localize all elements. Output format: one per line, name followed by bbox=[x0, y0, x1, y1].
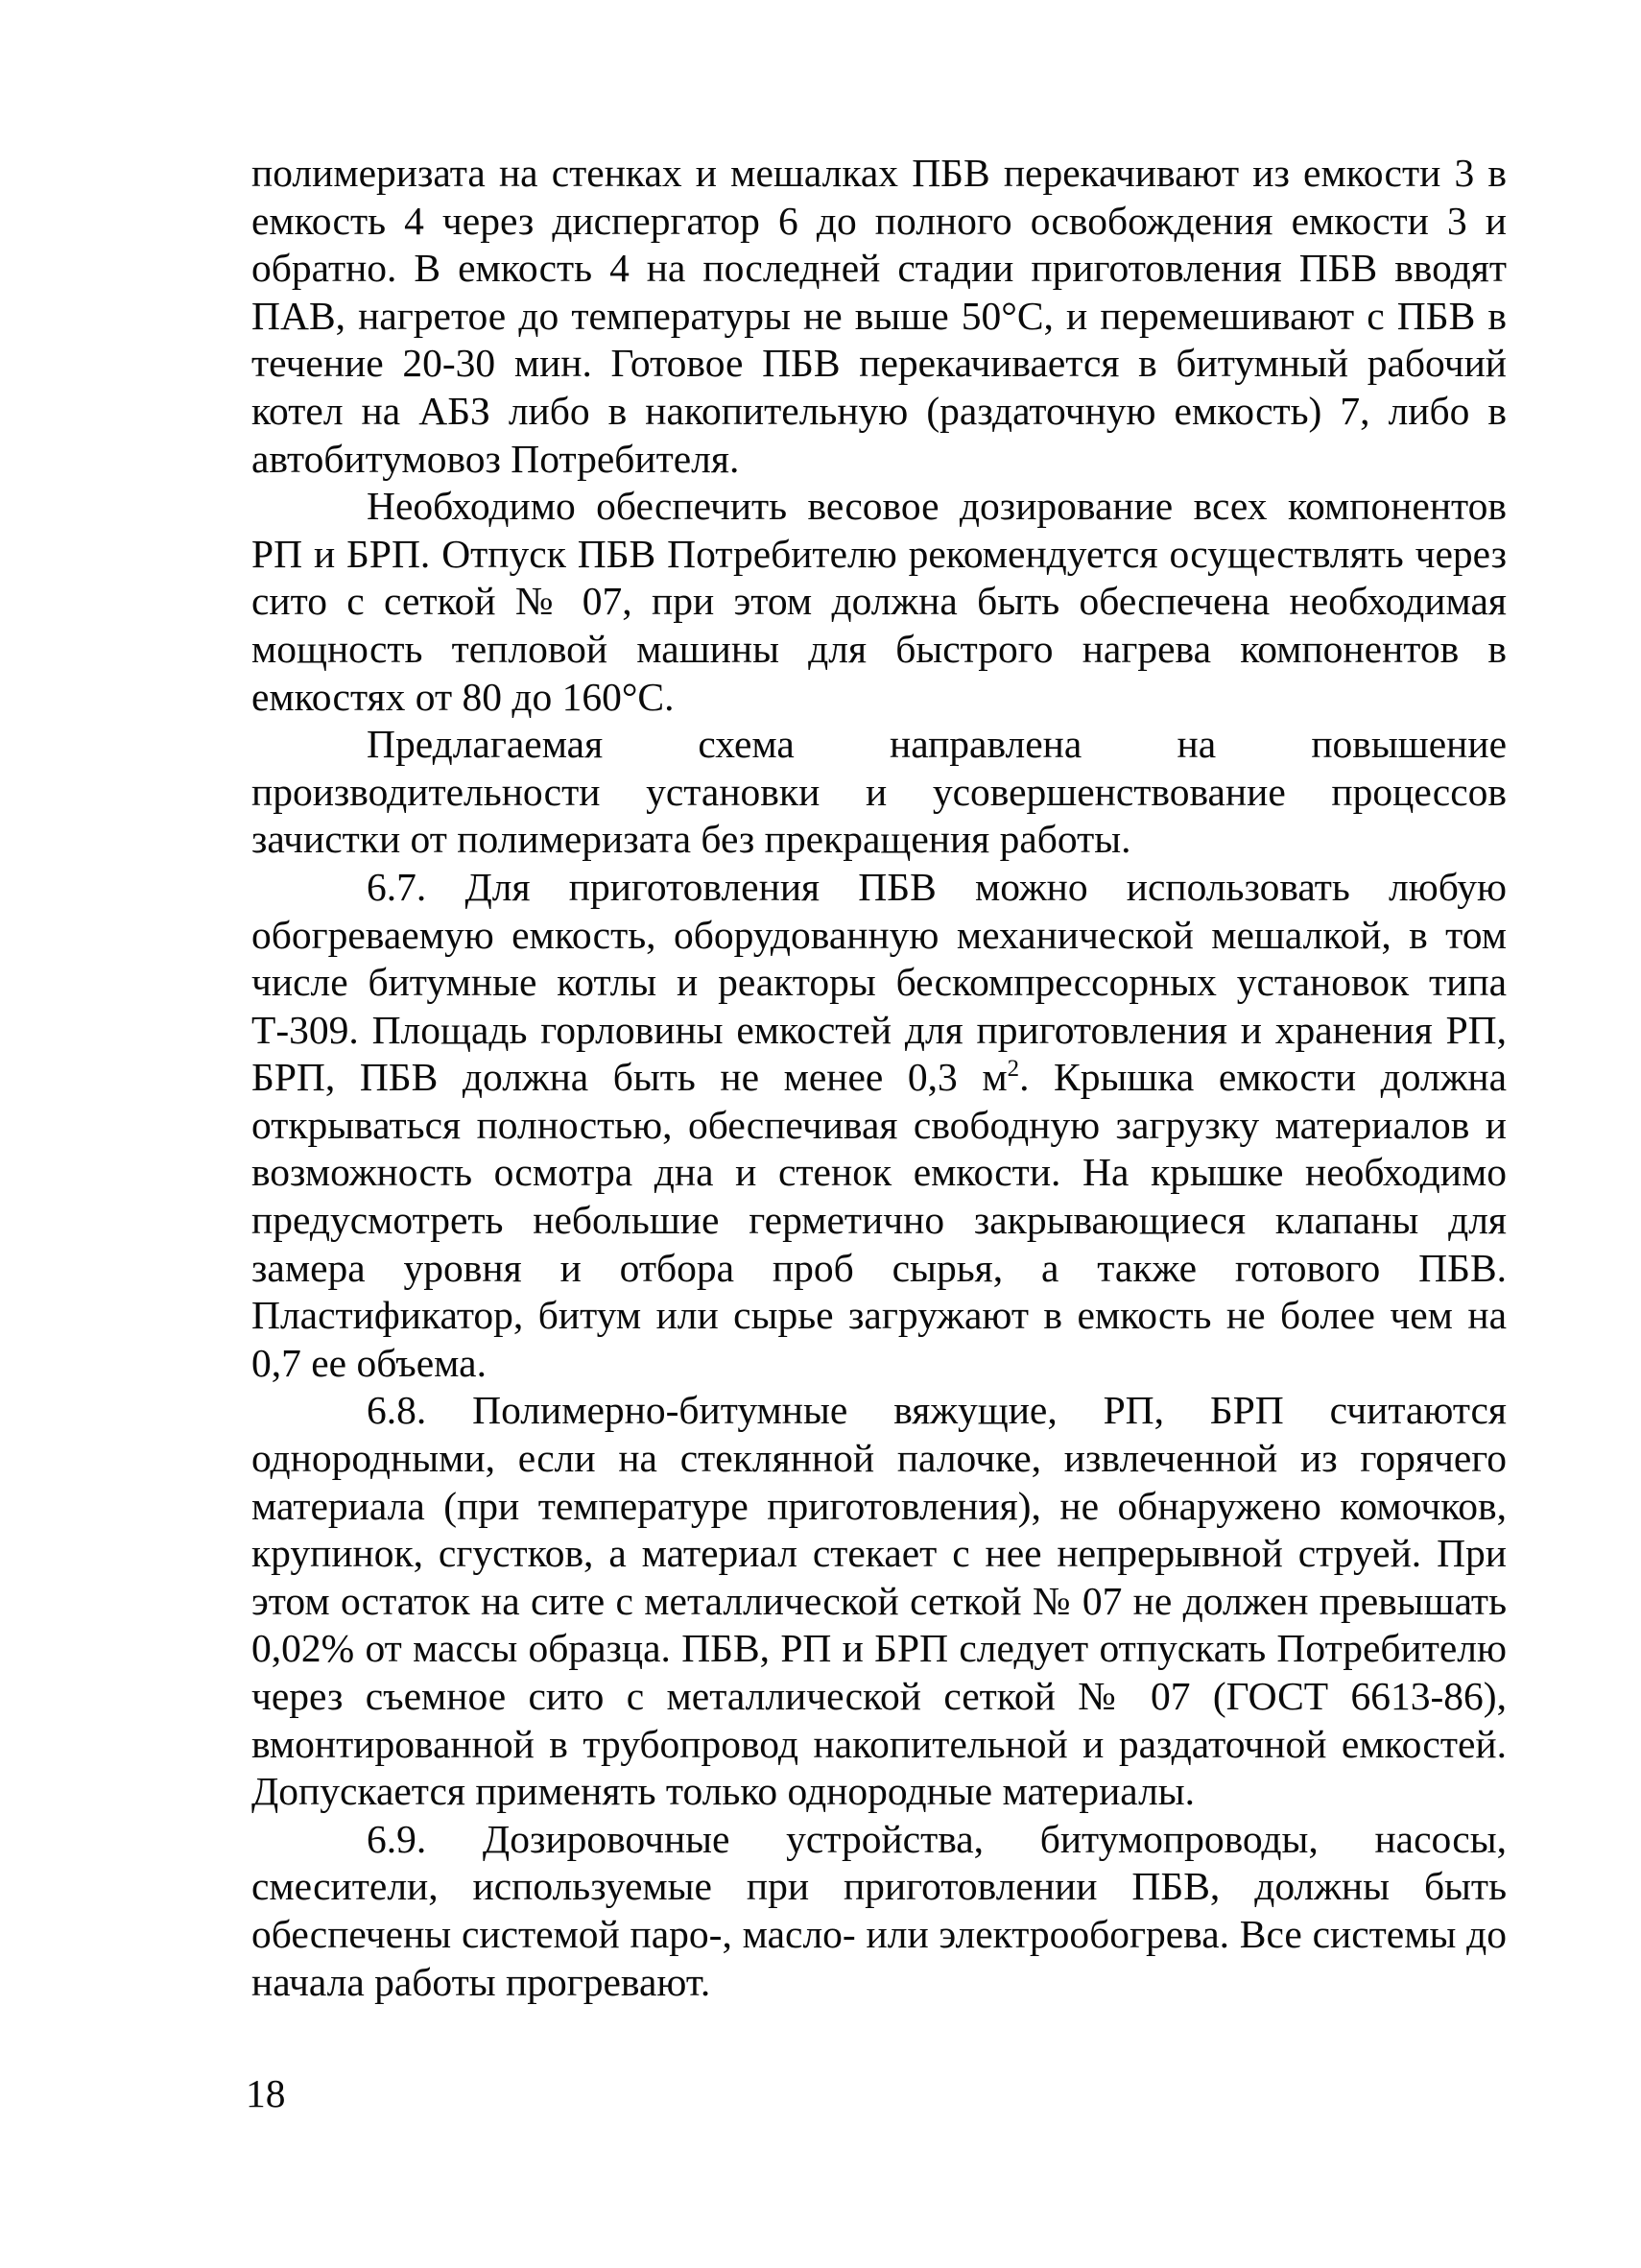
page-number: 18 bbox=[246, 2071, 286, 2115]
paragraph-section-6-8: 6.8. Полимерно-битумные вяжущие, РП, БРП считаются однородными, если на стеклянной палочке, извлеченной из горячего материала (при температуре приготовления), не обнаружено комочков, крупинок, сгустков, а материал стекает с нее непрерывной струей. При этом остаток на сите с металлической сеткой № 07 не должен превышать 0,02% от массы образца. ПБВ, РП и БРП следует отпускать Потребителю через съемное сито с металлической сеткой № 07 (ГОСТ 6613-86), вмонтированной в трубопровод накопительной и раздаточной емкостей. Допускается применять только однородные материалы. bbox=[251, 1388, 1507, 1814]
paragraph-section-6-7 bbox=[251, 864, 1507, 1388]
paragraph-dosing: Необходимо обеспечить весовое дозирование всех компонентов РП и БРП. Отпуск ПБВ Потребителю рекомендуется осуществлять через сито с сеткой № 07, при этом должна быть обеспечена необходимая мощность тепловой машины для быстрого нагрева компонентов в емкостях от 80 до 160°С. bbox=[251, 484, 1507, 719]
paragraph-section-6-9: 6.9. Дозировочные устройства, битумопроводы, насосы, смесители, используемые при приготовлении ПБВ, должны быть обеспечены системой паро-, масло- или электрообогрева. Все системы до начала работы прогревают. bbox=[251, 1816, 1507, 2004]
section-6-7-text-part-2: . Крышка емкости должна открываться полностью, обеспечивая свободную загрузку материалов и возможность осмотра дна и стенок емкости. На крышке необходимо предусмотреть небольшие герметично закрывающиеся клапаны для замера уровня и отбора проб сырья, а также готового ПБВ. Пластификатор, битум или сырье загружают в емкость не более чем на 0,7 ее объема. bbox=[251, 1055, 1507, 1385]
document-page bbox=[251, 150, 1507, 2006]
paragraph-continuation: полимеризата на стенках и мешалках ПБВ перекачивают из емкости 3 в емкость 4 через диспергатор 6 до полного освобождения емкости 3 и обратно. В емкость 4 на последней стадии приготовления ПБВ вводят ПАВ, нагретое до температуры не выше 50°С, и перемешивают с ПБВ в течение 20-30 мин. Готовое ПБВ перекачивается в битумный рабочий котел на АБЗ либо в накопительную (раздаточную емкость) 7, либо в автобитумовоз Потребителя. bbox=[251, 151, 1507, 481]
paragraph-scheme: Предлагаемая схема направлена на повышение производительности установки и усовершенствование процессов зачистки от полимеризата без прекращения работы. bbox=[251, 722, 1507, 862]
section-6-7-text-part-1: 6.7. Для приготовления ПБВ можно использовать любую обогреваемую емкость, оборудованную механической мешалкой, в том числе битумные котлы и реакторы бескомпрессорных установок типа Т-309. Площадь горловины емкостей для приготовления и хранения РП, БРП, ПБВ должна быть не менее 0,3 м bbox=[251, 864, 1507, 1100]
superscript-square: 2 bbox=[1007, 1056, 1020, 1083]
